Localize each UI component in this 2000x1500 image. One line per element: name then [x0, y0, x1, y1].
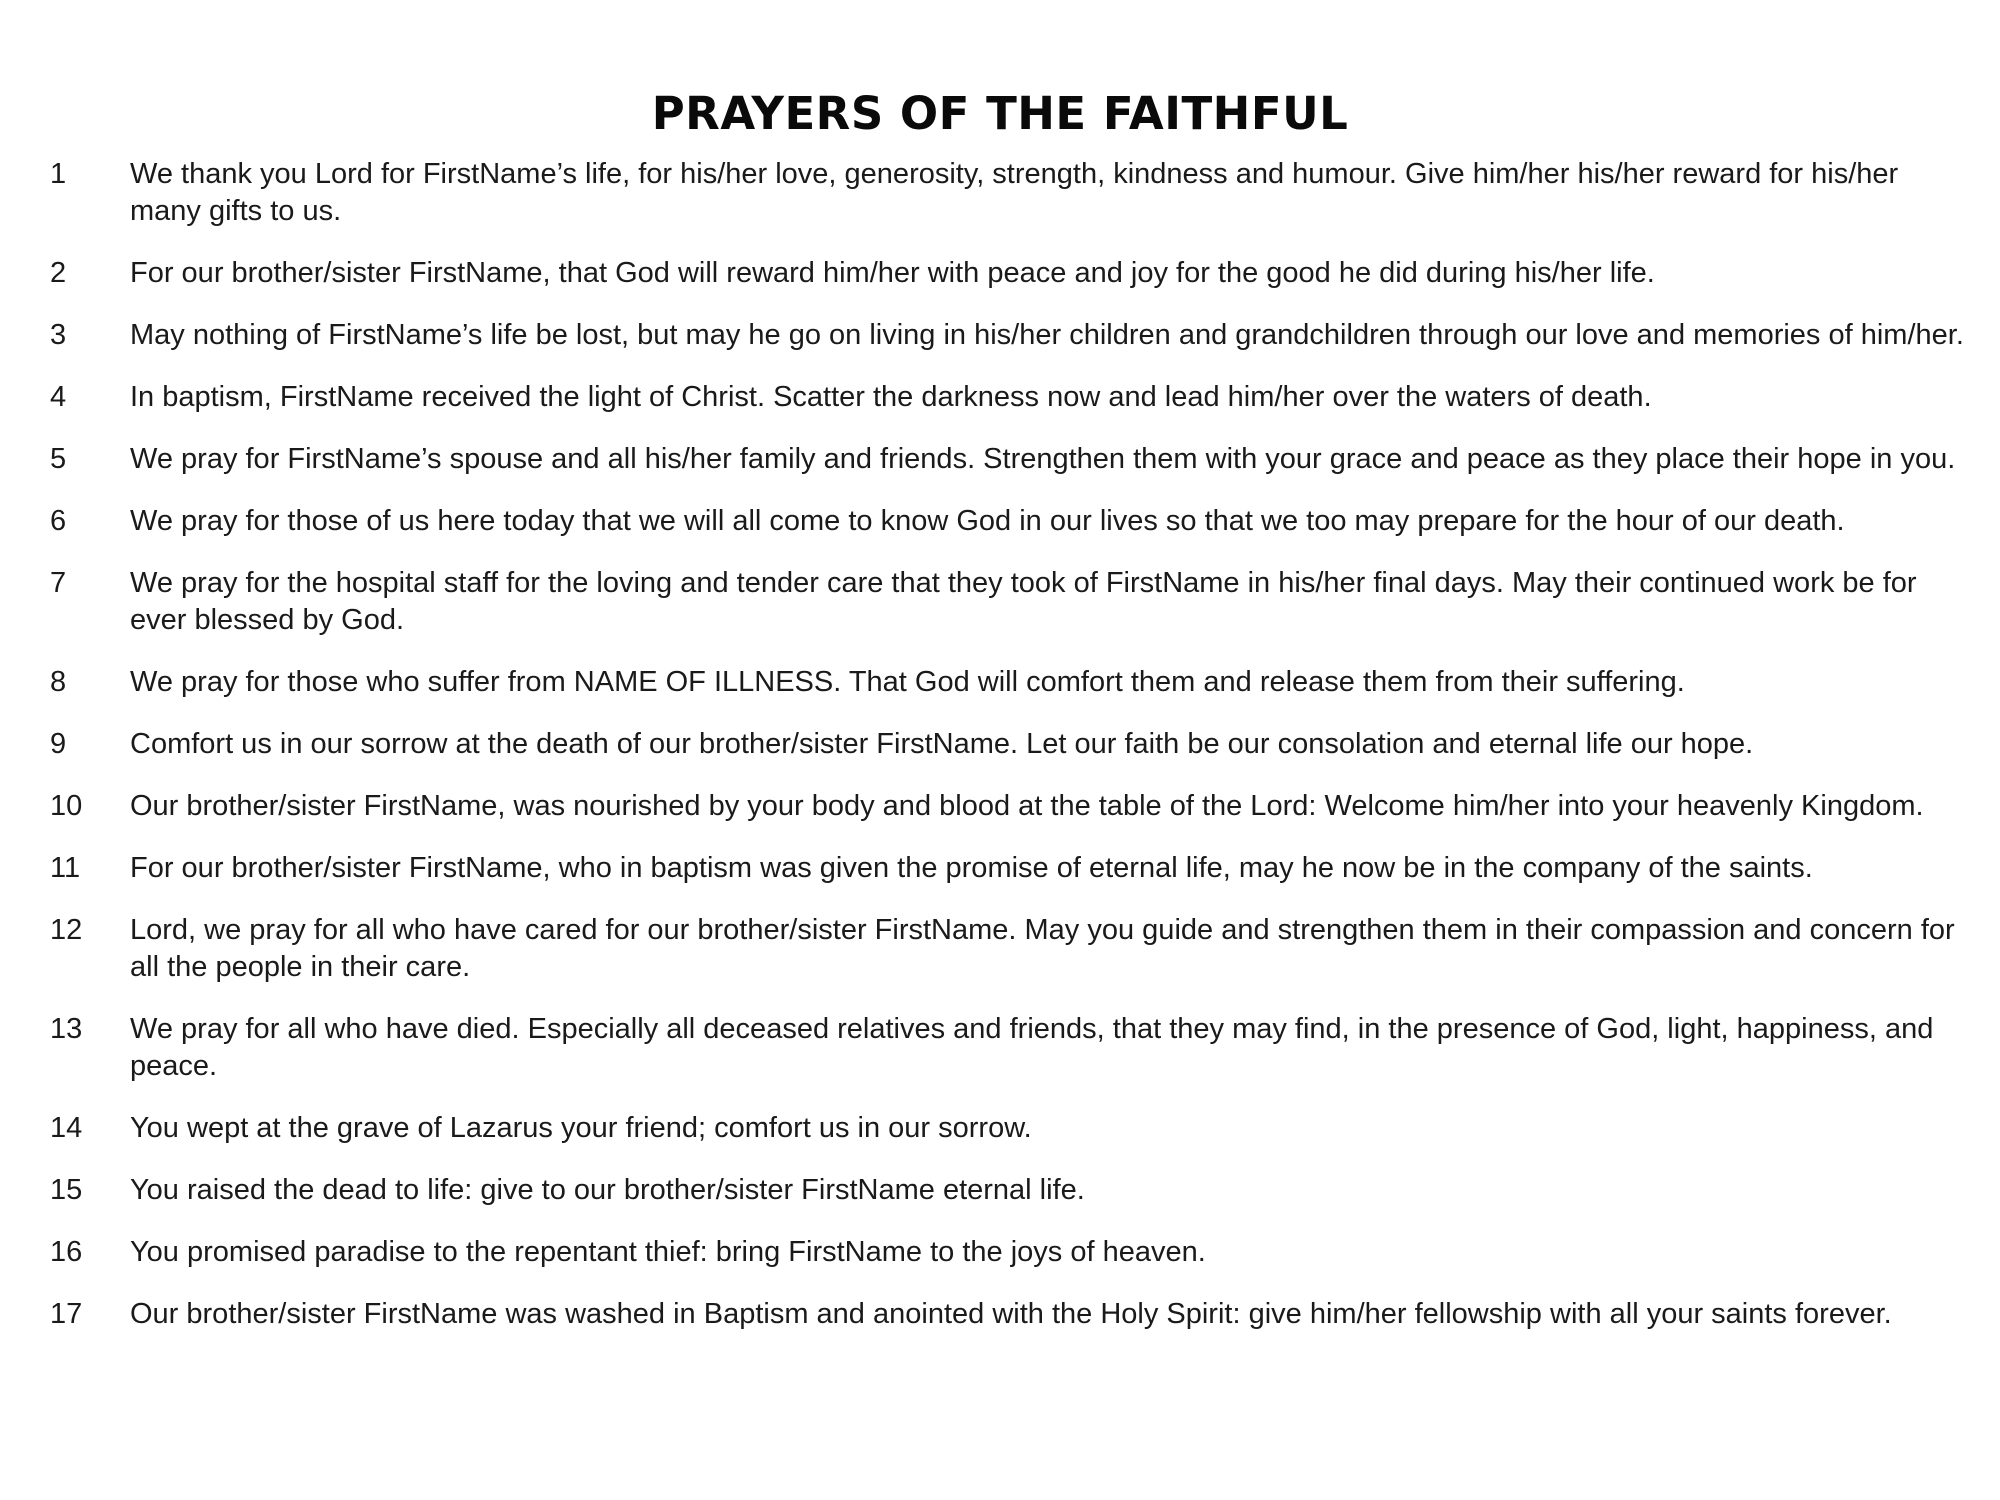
list-item-text: We pray for FirstName’s spouse and all his/her family and friends. Strengthen them with your grace and peace as they place their hope in you.: [130, 443, 1956, 475]
list-item-number: 9: [50, 728, 67, 760]
list-item-text: We pray for all who have died. Especially all deceased relatives and friends, that they may find, in the presence of God, light, happiness, and peace.: [130, 1013, 1934, 1082]
list-item-number: 15: [50, 1174, 83, 1206]
list-item-number: 11: [50, 852, 81, 884]
list-item-number: 5: [50, 443, 67, 475]
list-item-text: We thank you Lord for FirstName’s life, for his/her love, generosity, strength, kindness and humour. Give him/her his/her reward for his/her many gifts to us.: [130, 158, 1899, 227]
list-item-number: 7: [50, 567, 67, 599]
list-item: [50, 317, 1970, 354]
list-item: [50, 1172, 1970, 1209]
list-item-number: 13: [50, 1013, 83, 1045]
list-item: [50, 850, 1970, 887]
list-item-number: 6: [50, 505, 67, 537]
list-item-number: 12: [50, 914, 83, 946]
list-item: [50, 788, 1970, 825]
list-item-number: 10: [50, 790, 83, 822]
list-item-text: Lord, we pray for all who have cared for our brother/sister FirstName. May you guide and strengthen them in their compassion and concern for all the people in their care.: [130, 914, 1955, 983]
list-item: [50, 1234, 1970, 1271]
list-item: [50, 1296, 1970, 1333]
list-item-text: For our brother/sister FirstName, who in baptism was given the promise of eternal life, may he now be in the company of the saints.: [130, 852, 1813, 884]
list-item: [50, 156, 1970, 230]
list-item: [50, 1110, 1970, 1147]
list-item: [50, 726, 1970, 763]
list-item: [50, 664, 1970, 701]
list-item-text: You wept at the grave of Lazarus your friend; comfort us in our sorrow.: [130, 1112, 1032, 1144]
prayer-list: [50, 156, 1970, 1358]
list-item-text: We pray for the hospital staff for the loving and tender care that they took of FirstName in his/her final days. May their continued work be for ever blessed by God.: [130, 567, 1917, 636]
list-item: [50, 1011, 1970, 1085]
list-item: [50, 379, 1970, 416]
list-item-text: For our brother/sister FirstName, that God will reward him/her with peace and joy for the good he did during his/her life.: [130, 257, 1655, 289]
list-item-number: 8: [50, 666, 67, 698]
list-item-number: 4: [50, 381, 67, 413]
list-item-text: You promised paradise to the repentant thief: bring FirstName to the joys of heaven.: [130, 1236, 1206, 1268]
list-item-text: We pray for those of us here today that we will all come to know God in our lives so that we too may prepare for the hour of our death.: [130, 505, 1845, 537]
list-item-number: 2: [50, 257, 67, 289]
list-item-text: Our brother/sister FirstName, was nourished by your body and blood at the table of the Lord: Welcome him/her into your heavenly Kingdom.: [130, 790, 1924, 822]
list-item-number: 1: [50, 158, 67, 190]
list-item: [50, 503, 1970, 540]
list-item-text: You raised the dead to life: give to our brother/sister FirstName eternal life.: [130, 1174, 1085, 1206]
list-item-text: Our brother/sister FirstName was washed in Baptism and anointed with the Holy Spirit: give him/her fellowship with all your saints forever.: [130, 1298, 1892, 1330]
list-item-text: In baptism, FirstName received the light of Christ. Scatter the darkness now and lead him/her over the waters of death.: [130, 381, 1652, 413]
list-item-text: Comfort us in our sorrow at the death of our brother/sister FirstName. Let our faith be our consolation and eternal life our hope.: [130, 728, 1754, 760]
list-item: [50, 912, 1970, 986]
list-item-number: 3: [50, 319, 67, 351]
list-item-number: 16: [50, 1236, 83, 1268]
list-item-number: 17: [50, 1298, 83, 1330]
page-title: PRAYERS OF THE FAITHFUL: [651, 87, 1349, 141]
list-item-text: May nothing of FirstName’s life be lost, but may he go on living in his/her children and grandchildren through our love and memories of him/her.: [130, 319, 1964, 351]
list-item: [50, 441, 1970, 478]
list-item: [50, 565, 1970, 639]
list-item: [50, 255, 1970, 292]
list-item-text: We pray for those who suffer from NAME OF ILLNESS. That God will comfort them and release them from their suffering.: [130, 666, 1685, 698]
list-item-number: 14: [50, 1112, 83, 1144]
